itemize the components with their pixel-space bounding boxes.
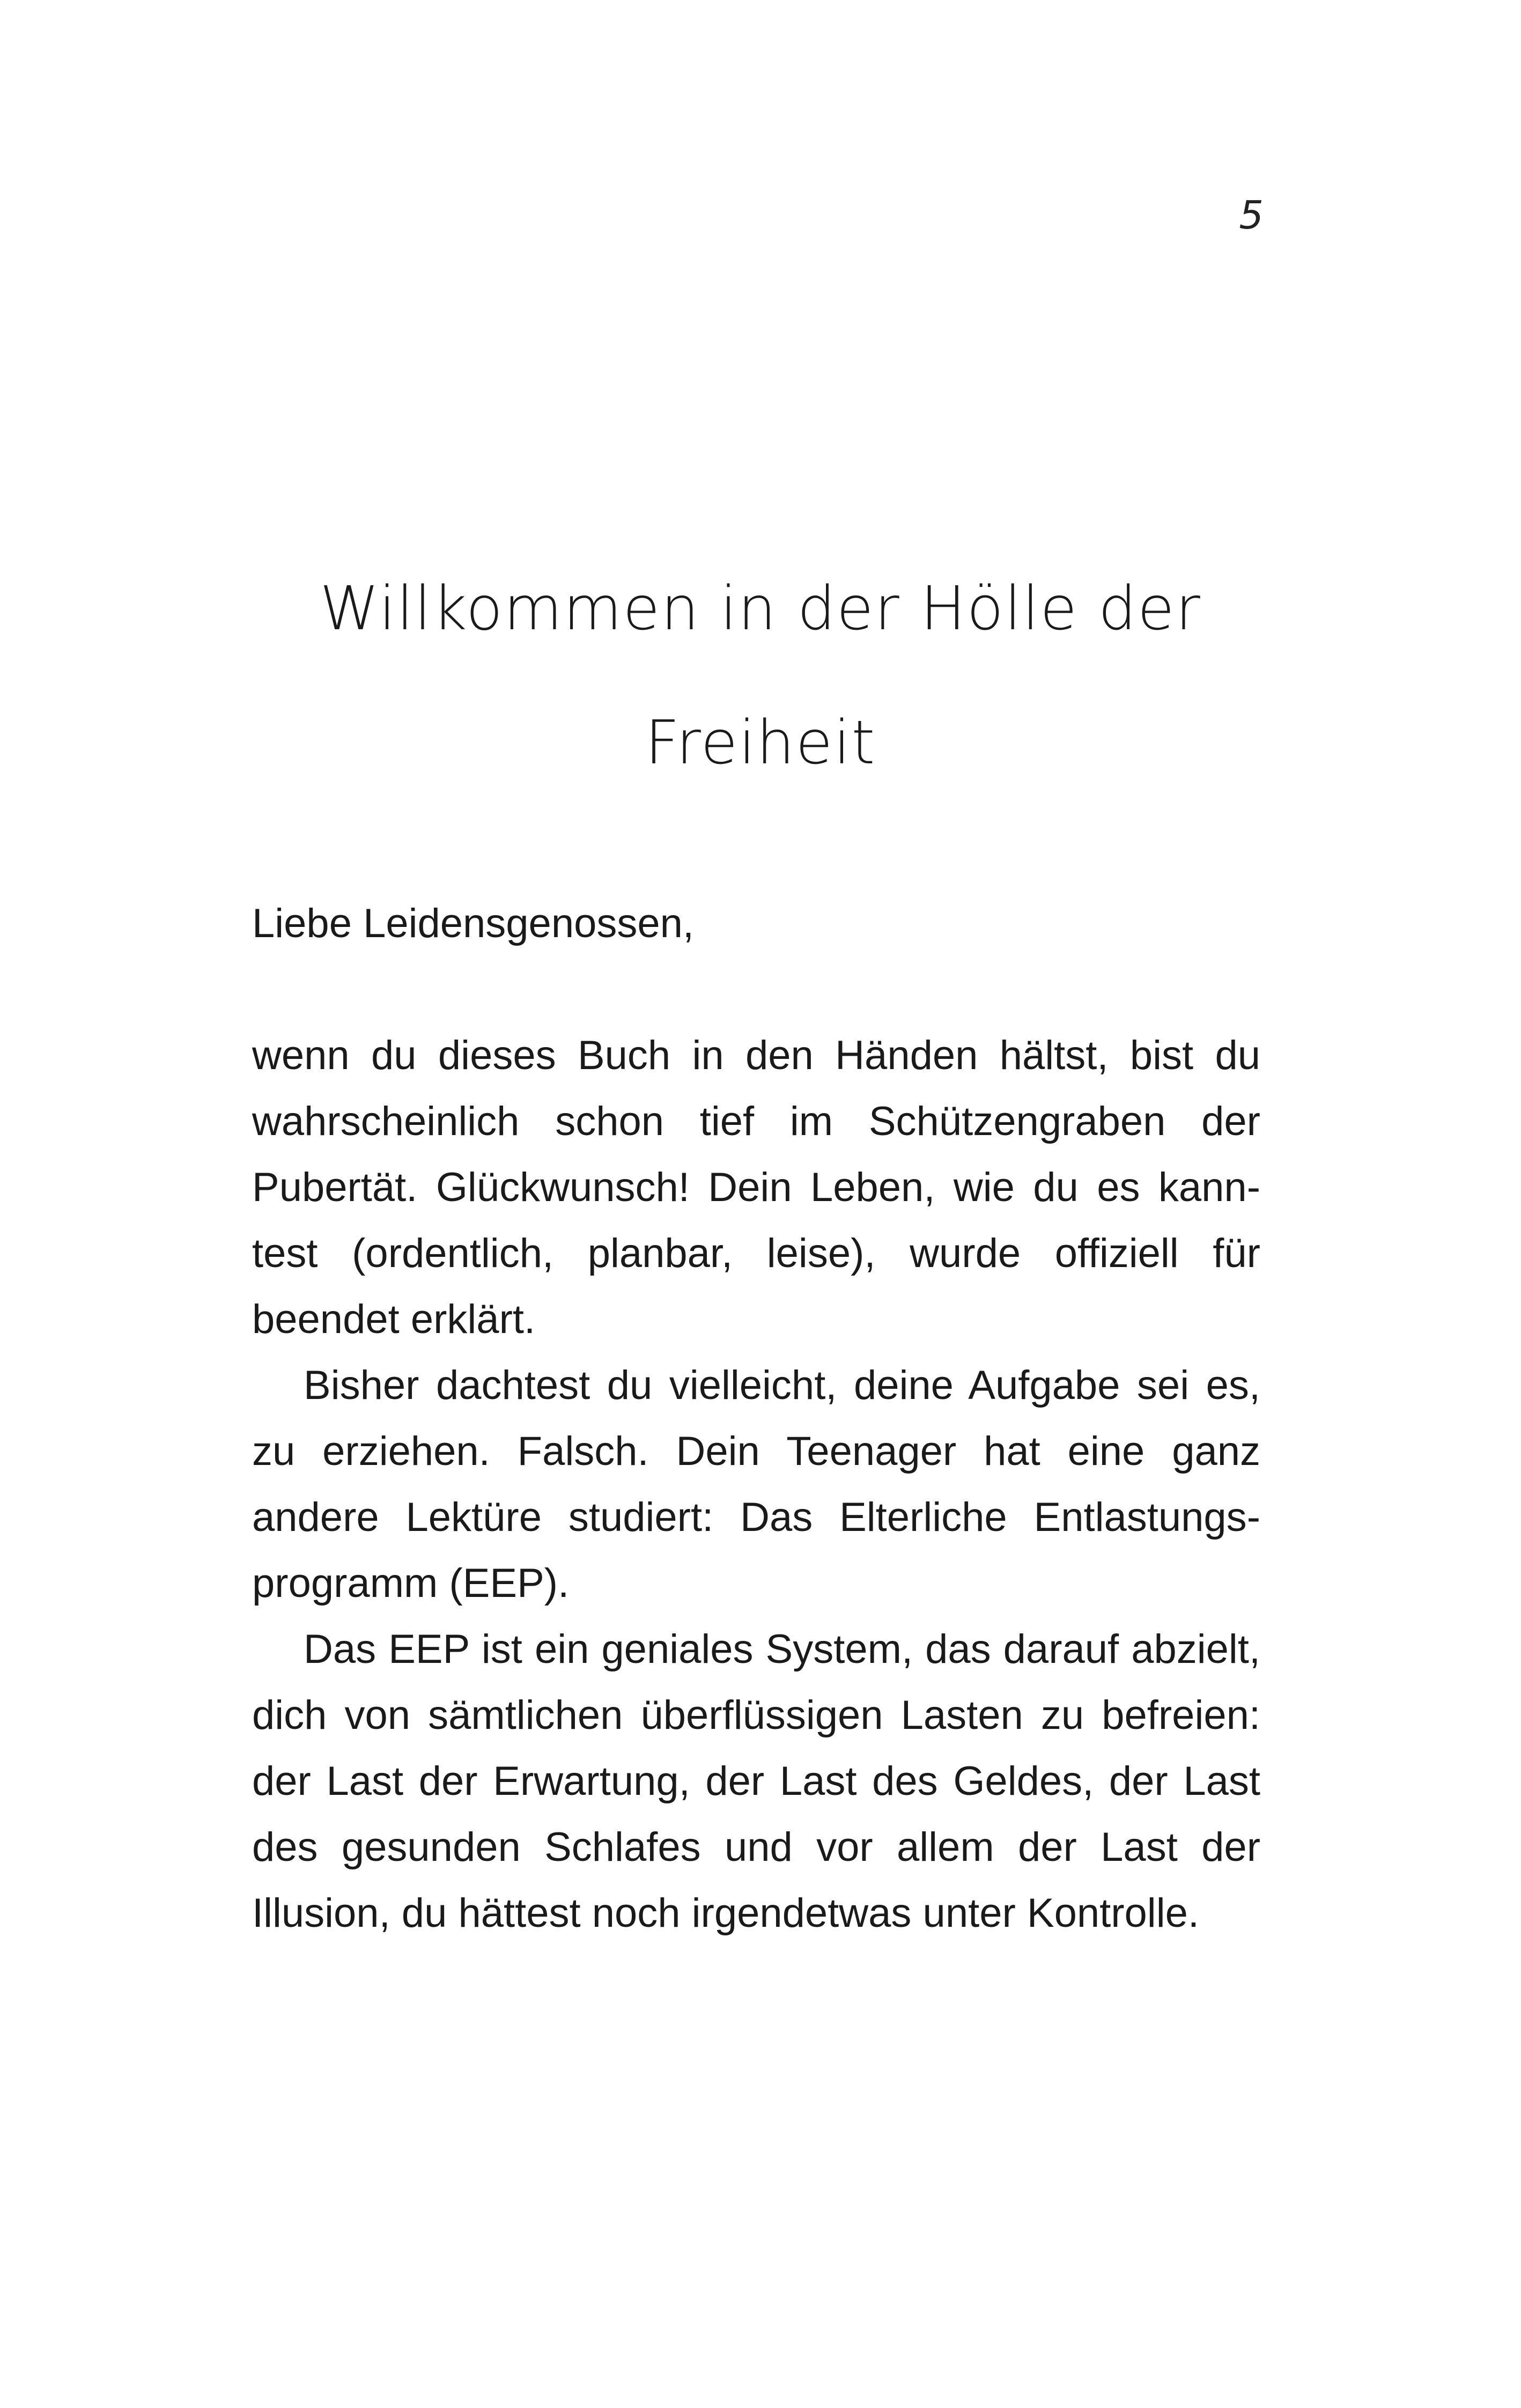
page-number: 5 bbox=[1239, 193, 1264, 238]
body-text bbox=[252, 890, 1260, 1946]
salutation: Liebe Leidensgenossen, bbox=[252, 901, 695, 946]
paragraph-1: wenn du dieses Buch in den Händen hältst, bist du wahrscheinlich schon tief im Schützengraben der Pubertät. Glückwunsch! Dein Leben, wie du es kanntest (ordentlich, planbar, leise), wurde offiziell für beendet erklärt. bbox=[252, 1033, 1260, 1342]
paragraph-2: Bisher dachtest du vielleicht, deine Aufgabe sei es, zu erziehen. Falsch. Dein Teenager hat eine ganz andere Lektüre studiert: Das Elterliche Entlastungsprogramm (EEP). bbox=[252, 1363, 1260, 1606]
chapter-title: Willkommen in der Hölle der Freiheit bbox=[320, 574, 1201, 778]
paragraph-3: Das EEP ist ein geniales System, das darauf abzielt, dich von sämtlichen überflüssigen Lasten zu befreien: der Last der Erwartung, der Last des Geldes, der Last des gesunden Schlafes und vor allem der Last der Illusion, du hättest noch irgendetwas unter Kontrolle. bbox=[252, 1626, 1260, 1936]
